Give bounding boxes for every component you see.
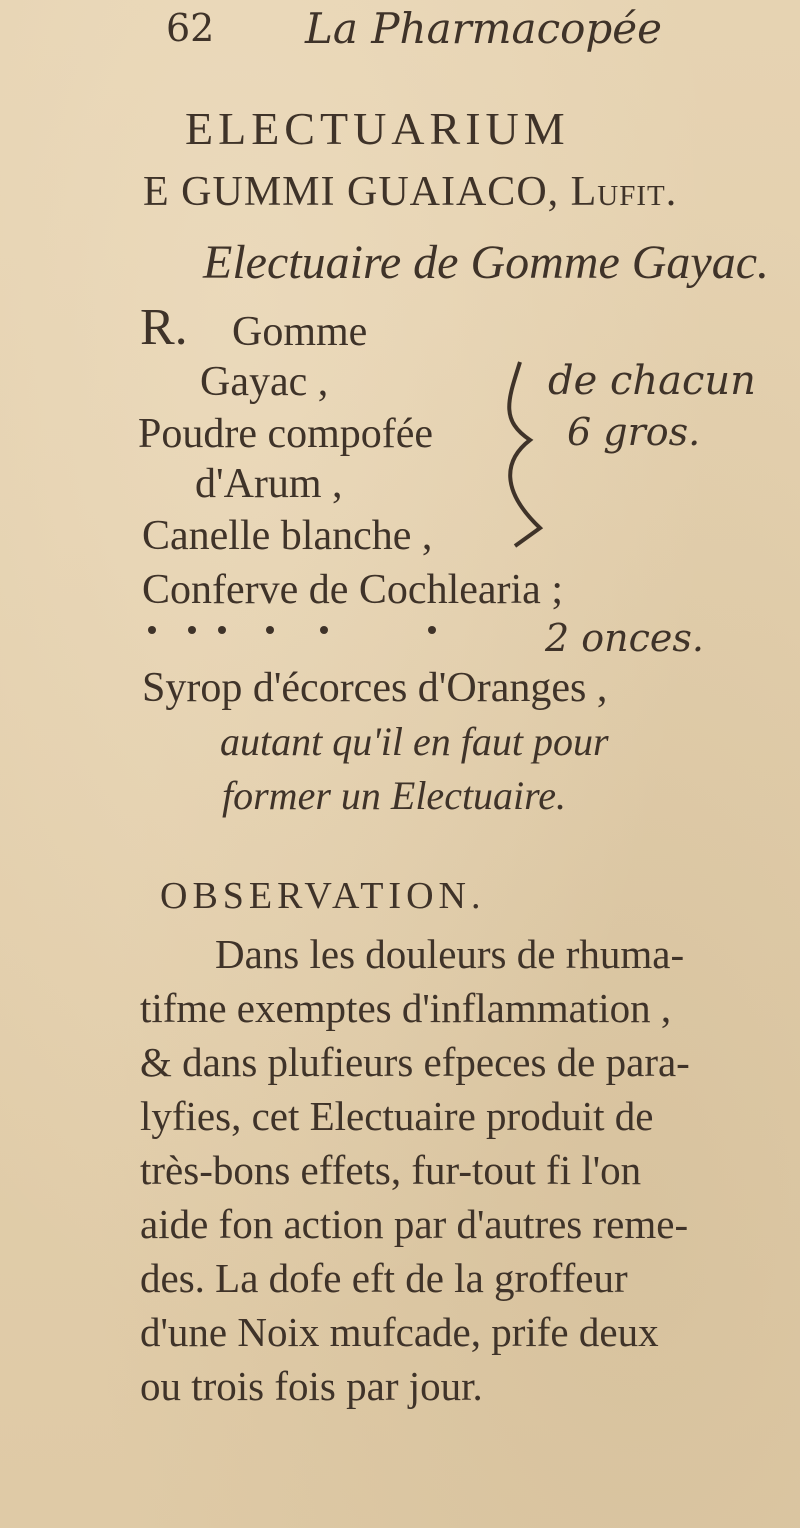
ingredient-gayac: Gayac , <box>200 359 329 405</box>
title-main: ELECTUARIUM <box>185 103 570 154</box>
quantity-six-gros: 6 gros. <box>567 410 701 454</box>
page-number: 62 <box>166 6 215 50</box>
title-subtitle: E GUMMI GUAIACO, Lufit. <box>143 169 678 215</box>
observation-line: & dans plufieurs efpeces de para- <box>140 1039 690 1085</box>
observation-line: lyfies, cet Electuaire produit de <box>140 1093 654 1139</box>
running-title: La Pharmacopée <box>305 4 662 53</box>
note-line-1: autant qu'il en faut pour <box>220 719 609 764</box>
ingredient-conserve: Conferve de Cochlearia ; <box>142 567 563 613</box>
observation-line: aide fon action par d'autres reme- <box>140 1201 689 1247</box>
recipe-sign: R. <box>140 299 188 356</box>
title-french: Electuaire de Gomme Gayac. <box>203 236 770 289</box>
observation-line: Dans les douleurs de rhuma- <box>215 931 685 977</box>
observation-line: très-bons effets, fur-tout fi l'on <box>140 1147 642 1193</box>
quantity-two-onces: 2 onces. <box>545 616 704 660</box>
observation-line: tifme exemptes d'inflammation , <box>140 985 672 1031</box>
observation-line: d'une Noix mufcade, prife deux <box>140 1309 659 1355</box>
quantity-each: de chacun <box>548 358 756 404</box>
ingredient-syrop: Syrop d'écorces d'Oranges , <box>142 665 608 711</box>
ingredient-poudre: Poudre compofée <box>138 411 434 457</box>
note-line-2: former un Electuaire. <box>222 773 567 818</box>
observation-line: des. La dofe eft de la groffeur <box>140 1255 628 1301</box>
ingredient-arum: d'Arum , <box>195 461 343 507</box>
observation-line: ou trois fois par jour. <box>140 1363 483 1409</box>
ingredient-gomme: Gomme <box>232 309 368 355</box>
observation-heading: OBSERVATION. <box>160 875 486 917</box>
ingredient-canelle: Canelle blanche , <box>142 513 433 559</box>
